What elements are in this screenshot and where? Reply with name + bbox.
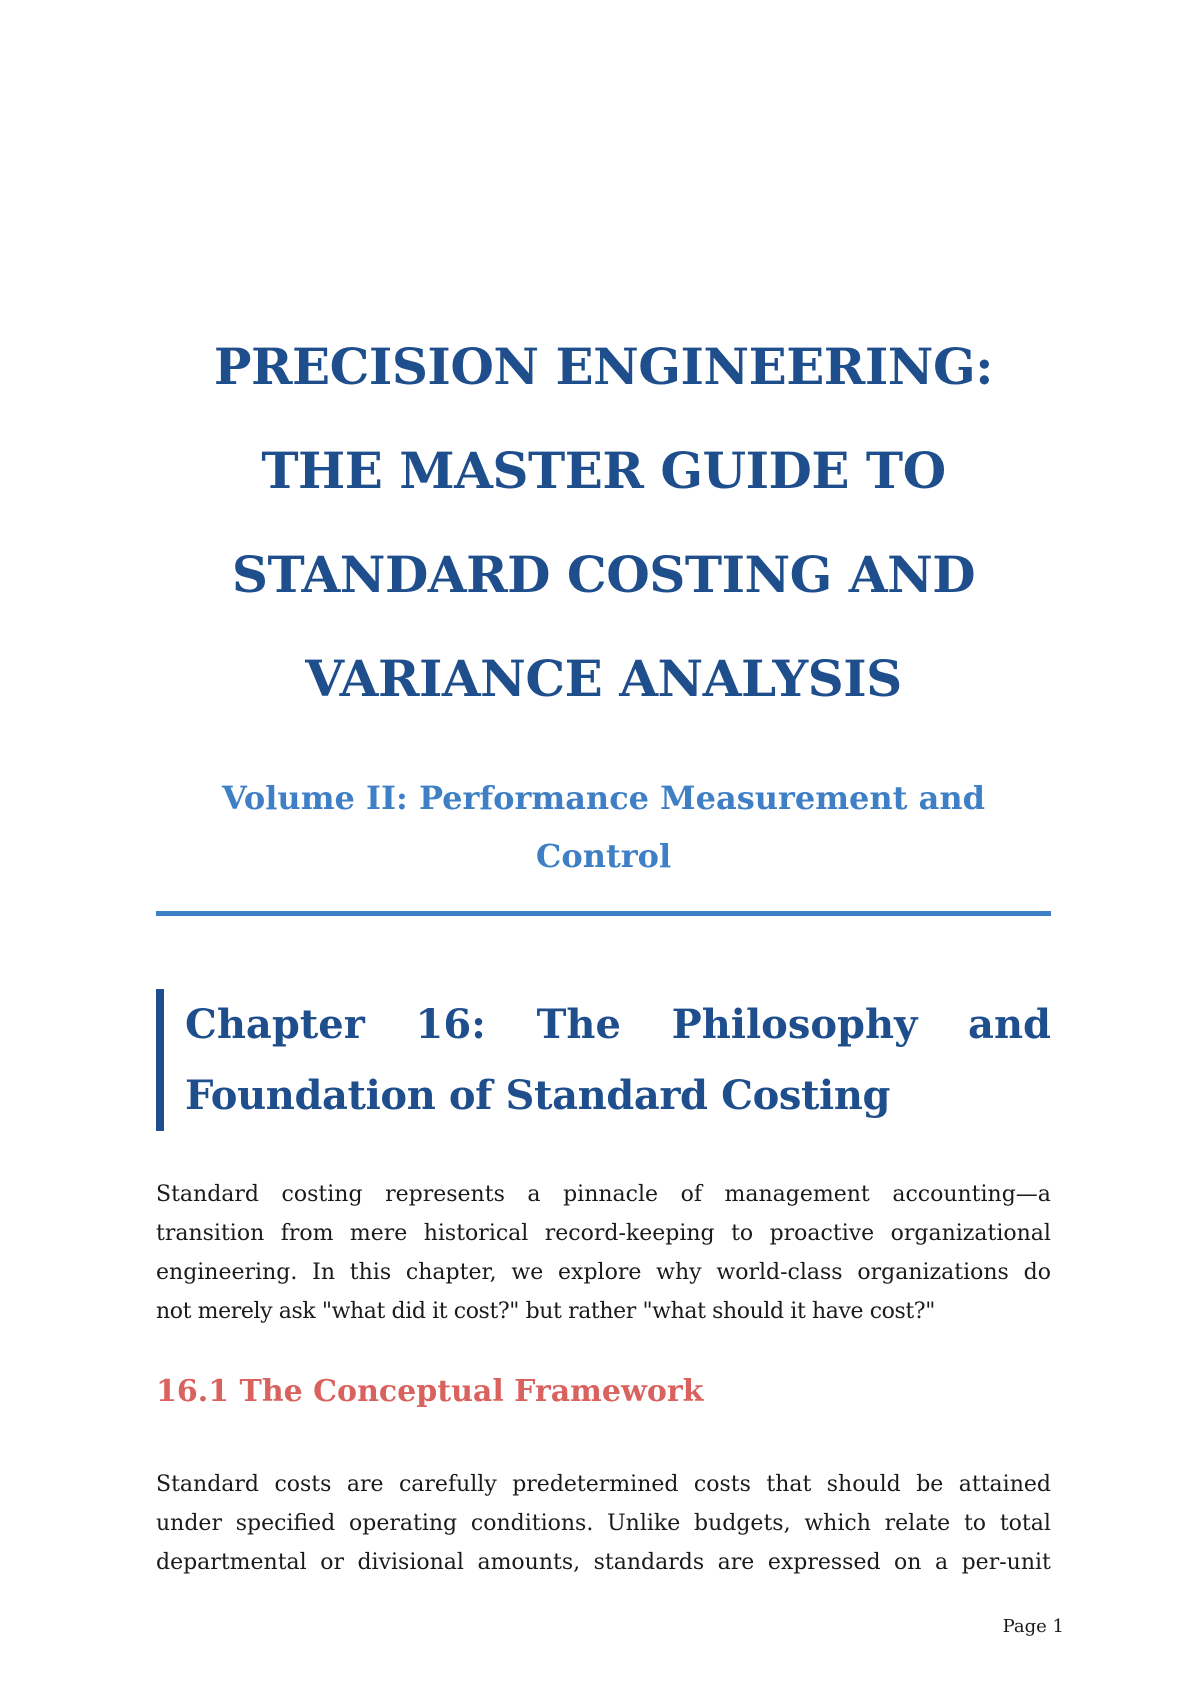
word: should xyxy=(826,1472,901,1497)
word: carefully xyxy=(398,1472,497,1497)
word: a xyxy=(934,1550,949,1575)
word: we xyxy=(511,1260,544,1285)
paragraph-line: not merely ask "what did it cost?" but rather "what should it have cost?" xyxy=(156,1299,935,1324)
chapter-accent-bar xyxy=(156,989,164,1131)
title-line: STANDARD COSTING AND xyxy=(231,545,976,604)
word: relate xyxy=(884,1511,951,1536)
word: costing xyxy=(281,1182,363,1207)
paragraph-line xyxy=(156,1504,1051,1543)
word: that xyxy=(766,1472,812,1497)
word: why xyxy=(656,1260,702,1285)
word: mere xyxy=(349,1221,408,1246)
chapter-heading-block xyxy=(156,989,1051,1131)
chapter-word: and xyxy=(968,1001,1051,1048)
word: In xyxy=(312,1260,335,1285)
word: to xyxy=(963,1511,987,1536)
word: organizational xyxy=(890,1221,1051,1246)
word: expressed xyxy=(767,1550,881,1575)
word: Standard xyxy=(156,1472,259,1497)
word: operating xyxy=(349,1511,458,1536)
section-16-1-paragraph xyxy=(156,1465,1051,1582)
intro-paragraph xyxy=(156,1175,1051,1331)
section-heading-16-1: 16.1 The Conceptual Framework xyxy=(156,1374,704,1409)
word: organizations xyxy=(857,1260,1009,1285)
word: management xyxy=(724,1182,870,1207)
word: or xyxy=(320,1550,344,1575)
chapter-word: Philosophy xyxy=(671,1001,918,1048)
word: a xyxy=(527,1182,541,1207)
document-title xyxy=(156,315,1051,731)
word: historical xyxy=(423,1221,529,1246)
word: represents xyxy=(385,1182,505,1207)
word: be xyxy=(916,1472,944,1497)
word: are xyxy=(717,1550,755,1575)
word: under xyxy=(156,1511,222,1536)
paragraph-line xyxy=(156,1465,1051,1504)
word: costs xyxy=(274,1472,332,1497)
word: divisional xyxy=(357,1550,464,1575)
title-line: VARIANCE ANALYSIS xyxy=(305,649,902,708)
title-line: THE MASTER GUIDE TO xyxy=(261,441,946,500)
word: are xyxy=(346,1472,384,1497)
word: explore xyxy=(558,1260,642,1285)
word: predetermined xyxy=(512,1472,679,1497)
word: standards xyxy=(593,1550,705,1575)
page-content xyxy=(156,315,1051,1582)
chapter-word: The xyxy=(536,1001,621,1048)
word: record-keeping xyxy=(544,1221,715,1246)
word: departmental xyxy=(156,1550,307,1575)
word: proactive xyxy=(769,1221,875,1246)
subtitle-line: Control xyxy=(535,837,672,875)
word: conditions. xyxy=(470,1511,594,1536)
chapter-title-line-2: Foundation of Standard Costing xyxy=(185,1072,891,1119)
word: engineering. xyxy=(156,1260,298,1285)
chapter-word: 16: xyxy=(415,1001,486,1048)
word: budgets, xyxy=(694,1511,791,1536)
word: from xyxy=(280,1221,334,1246)
word: costs xyxy=(693,1472,751,1497)
word: accounting—a xyxy=(892,1182,1051,1207)
chapter-title xyxy=(185,989,1051,1131)
chapter-title-line-1 xyxy=(185,989,1051,1060)
word: this xyxy=(349,1260,392,1285)
word: Unlike xyxy=(607,1511,681,1536)
word: on xyxy=(894,1550,922,1575)
word: amounts, xyxy=(477,1550,581,1575)
word: transition xyxy=(156,1221,265,1246)
document-subtitle xyxy=(156,769,1051,885)
word: specified xyxy=(235,1511,336,1536)
word: Standard xyxy=(156,1182,259,1207)
word: chapter, xyxy=(405,1260,497,1285)
paragraph-line xyxy=(156,1175,1051,1214)
title-line: PRECISION ENGINEERING: xyxy=(213,337,994,396)
chapter-word: Chapter xyxy=(185,1001,365,1048)
subtitle-line: Volume II: Performance Measurement and xyxy=(222,779,985,817)
word: of xyxy=(680,1182,702,1207)
word: to xyxy=(731,1221,754,1246)
paragraph-line xyxy=(156,1543,1051,1582)
title-divider xyxy=(156,911,1051,916)
paragraph-line xyxy=(156,1214,1051,1253)
word: per-unit xyxy=(961,1550,1051,1575)
word: do xyxy=(1023,1260,1051,1285)
paragraph-line xyxy=(156,1253,1051,1292)
word: attained xyxy=(958,1472,1051,1497)
page-number: Page 1 xyxy=(1002,1616,1064,1637)
word: pinnacle xyxy=(563,1182,659,1207)
word: which xyxy=(804,1511,871,1536)
word: total xyxy=(999,1511,1051,1536)
word: world-class xyxy=(716,1260,843,1285)
